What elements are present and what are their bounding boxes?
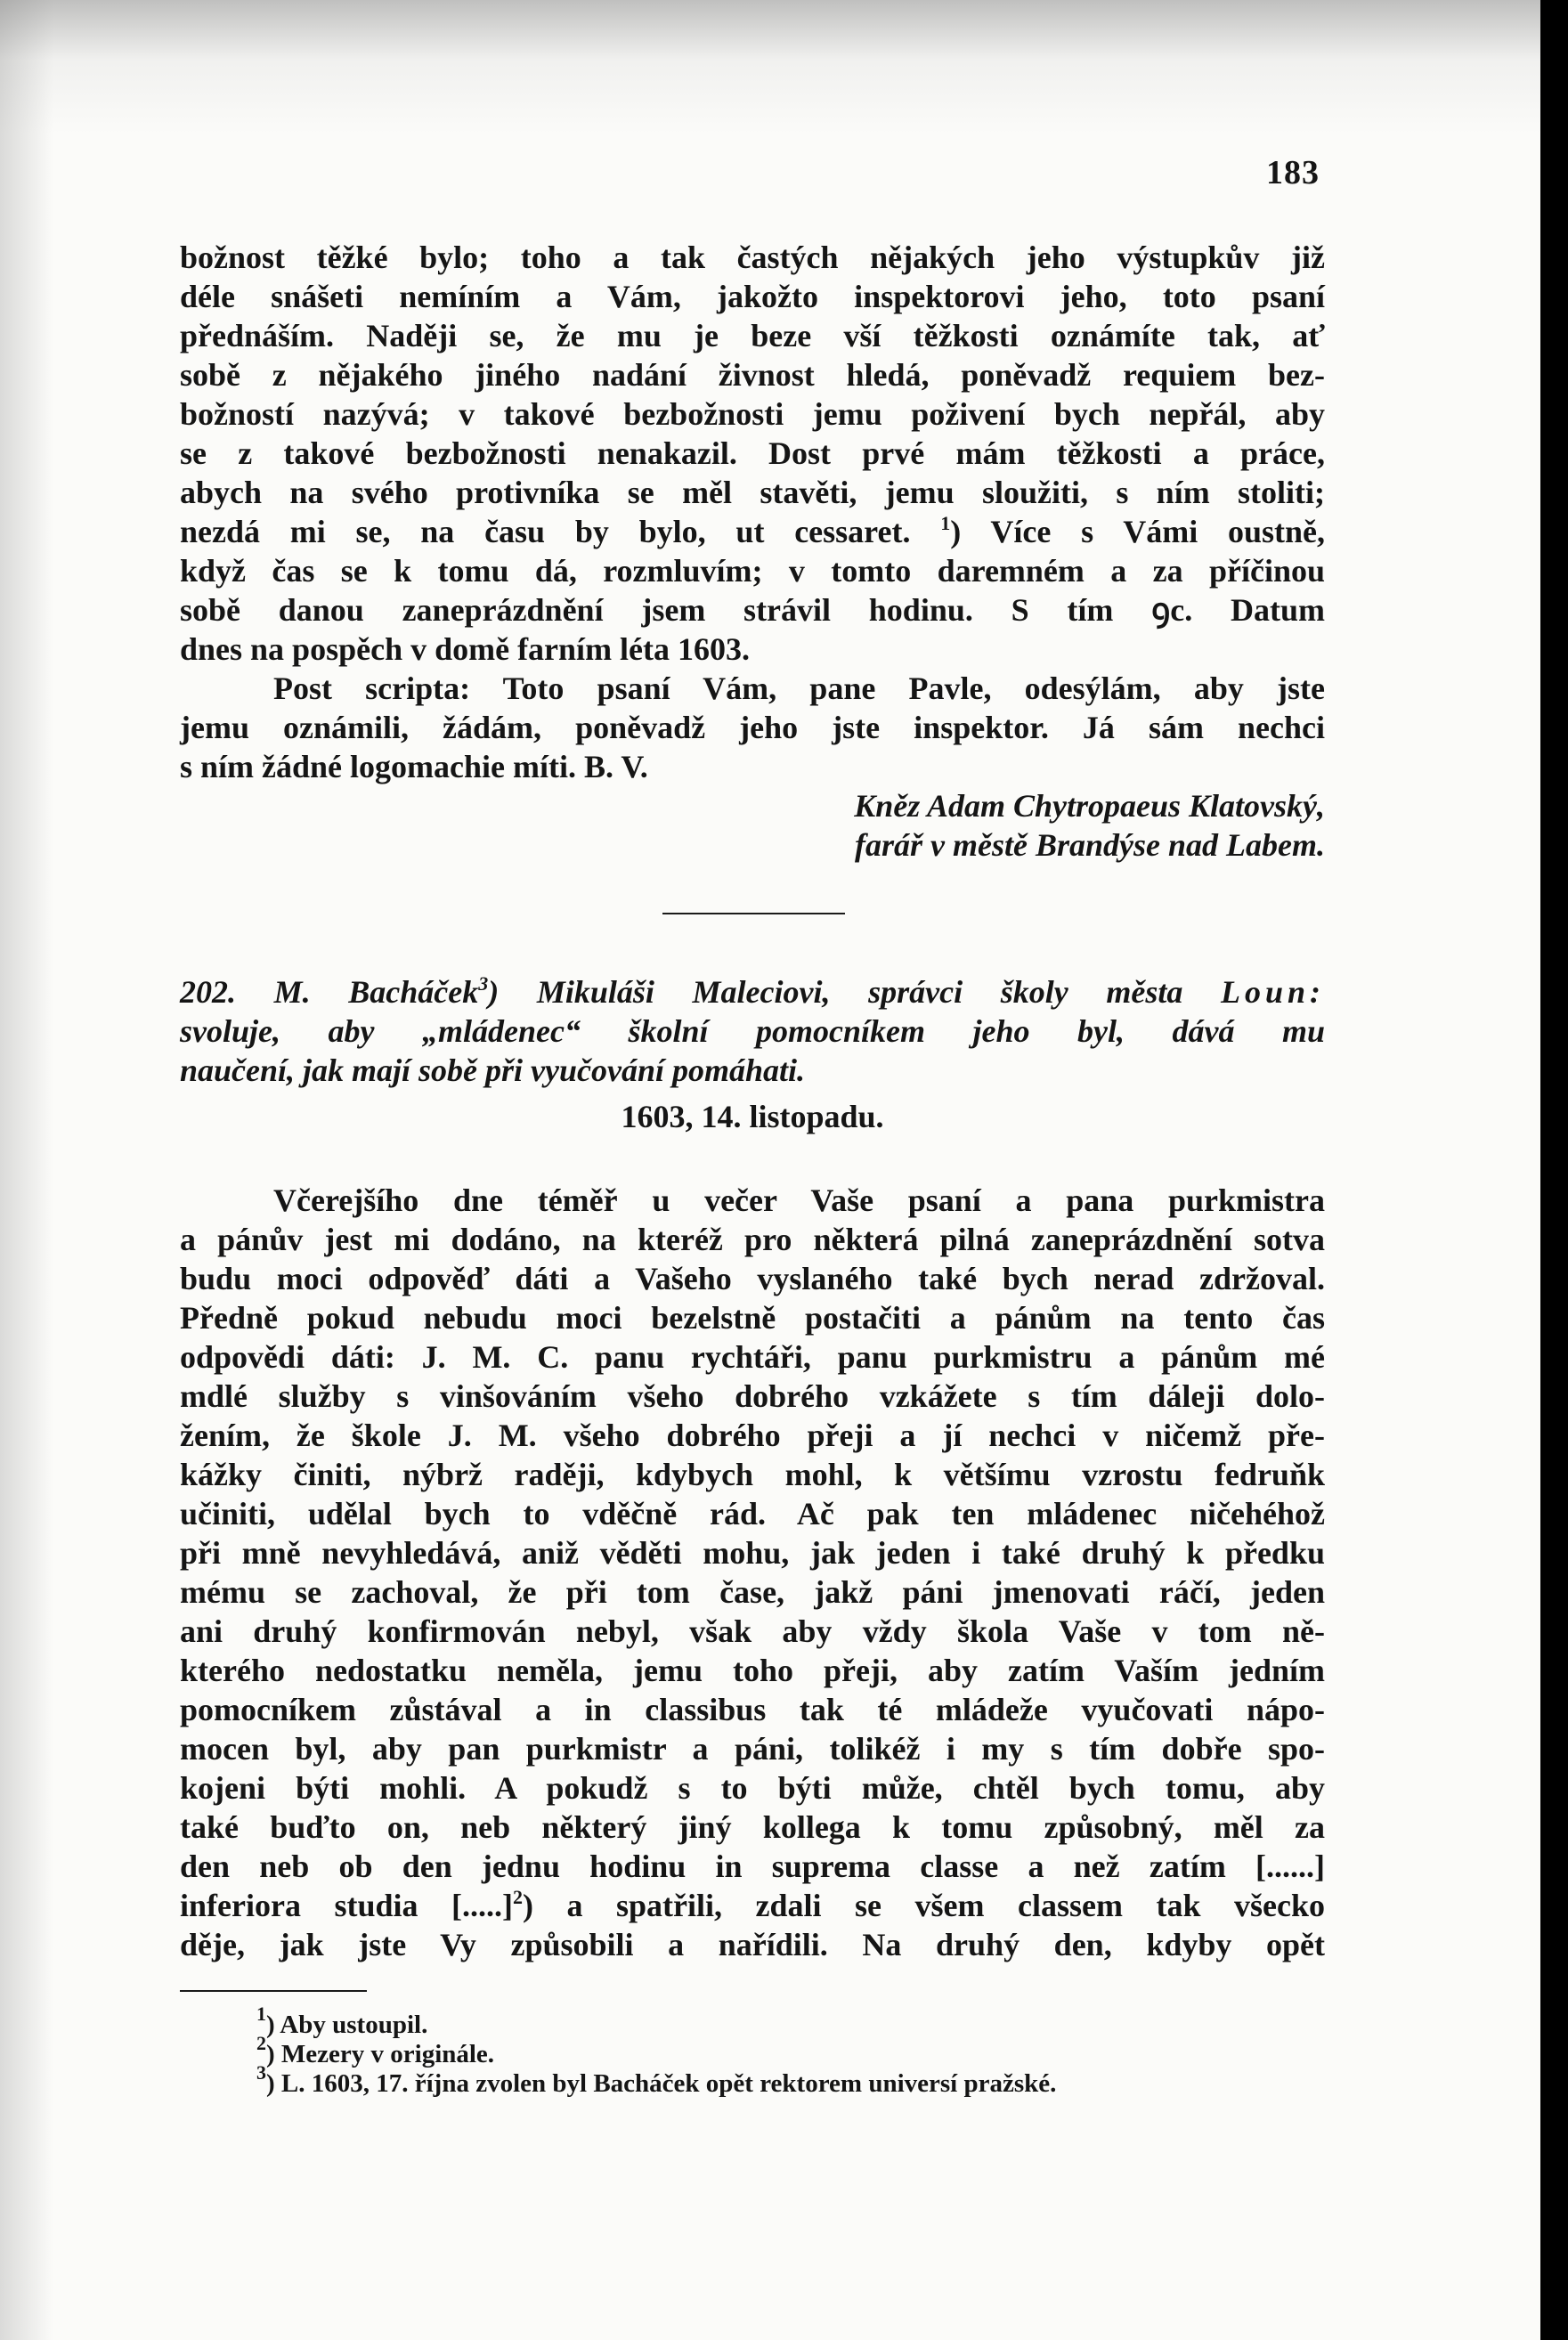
text-line: se z takové bezbožnosti nenakazil. Dost prvé mám těžkosti a práce, [180, 435, 1325, 471]
footnote-mark: 2 [256, 2032, 266, 2054]
text-line: kážky činiti, nýbrž raději, kdybych mohl, k většímu vzrostu fedruňk [180, 1457, 1325, 1492]
text-line: Předně pokud nebudu moci bezelstně postačiti a pánům na tento čas [180, 1300, 1325, 1336]
letter-date-block [180, 1097, 1325, 1136]
footnote-item [256, 2003, 1325, 2040]
text-line: déle snášeti nemíním a Vám, jakožto inspektorovi jeho, toto psaní [180, 279, 1325, 314]
text-segment: ) a spatřili, zdali se všem classem tak všecko [523, 1888, 1326, 1923]
letter-202-heading [180, 972, 1325, 1090]
footnotes [256, 2003, 1325, 2099]
heading-line: naučení, jak mají sobě při vyučování pomáhati. [180, 1052, 806, 1088]
letter-date: 1603, 14. listopadu. [621, 1099, 884, 1134]
postscript-line: s ním žádné logomachie míti. B. V. [180, 749, 648, 784]
postscript-line: Post scripta: Toto psaní Vám, pane Pavle, odesýlám, aby jste [273, 670, 1325, 706]
footnote-ref: 2 [513, 1886, 523, 1908]
footnote-divider [180, 1990, 367, 1992]
text-line: kterého nedostatku neměla, jemu toho přeji, aby zatím Vaším jedním [180, 1653, 1325, 1688]
footnote-ref: 3 [478, 972, 489, 995]
text-line: sobě danou zaneprázdnění jsem strávil hodinu. S tím ꝯc. Datum [180, 592, 1325, 628]
text-line: ani druhý konfirmován nebyl, však aby vždy škola Vaše v tom ně- [180, 1613, 1325, 1649]
text-line: přednáším. Naději se, že mu je beze vší těžkosti oznámíte tak, ať [180, 318, 1325, 353]
section-divider [662, 913, 845, 914]
text-line: děje, jak jste Vy způsobili a nařídili. Na druhý den, kdyby opět [180, 1927, 1325, 1962]
page-number: 183 [1266, 154, 1320, 191]
text-line: pomocníkem zůstával a in classibus tak té mládeže vyučovati nápo- [180, 1692, 1325, 1727]
text-line: Včerejšího dne téměř u večer Vaše psaní a pana purkmistra [273, 1182, 1325, 1218]
text-line: když čas se k tomu dá, rozmluvím; v tomto daremném a za příčinou [180, 553, 1325, 589]
text-segment: Více s Vámi oustně, [990, 514, 1326, 549]
text-line: učiniti, udělal bych to vděčně rád. Ač pak ten mládenec ničehéhož [180, 1496, 1325, 1532]
text-line: také buďto on, neb některý jiný kollega k tomu způsobný, měl za [180, 1809, 1325, 1845]
heading-line [180, 972, 1325, 1012]
text-line: božností nazývá; v takové bezbožnosti jemu poživení bych nepřál, aby [180, 396, 1325, 432]
footnote-item [256, 2061, 1325, 2099]
footnote-ref: 1 [940, 512, 951, 534]
text-line: dnes na pospěch v domě farním léta 1603. [180, 631, 751, 667]
text-line: mocen byl, aby pan purkmistr a páni, tolikéž i my s tím dobře spo- [180, 1731, 1325, 1767]
footnote-text: ) Mezery v originále. [266, 2040, 495, 2068]
text-segment: ) [950, 514, 962, 549]
letter-number-author: 202. M. Bacháček [180, 974, 479, 1010]
heading-recipient: ) Mikuláši Maleciovi, správci školy města [488, 974, 1183, 1010]
scan-shadow-top [0, 0, 1540, 134]
scan-shadow-left [0, 0, 53, 2340]
text-line: při mně nevyhledává, aniž věděti mohu, jak jeden i také druhý k předku [180, 1535, 1325, 1571]
text-line-with-footnote [180, 1886, 1325, 1925]
signature-line: Kněz Adam Chytropaeus Klatovský, [854, 788, 1325, 824]
signature-line: farář v městě Brandýse nad Labem. [855, 827, 1325, 863]
text-line: budu moci odpověď dáti a Vašeho vyslaného také bych nerad zdržoval. [180, 1261, 1325, 1296]
footnote-text: ) Aby ustoupil. [266, 2011, 428, 2039]
scan-border [1540, 0, 1568, 2340]
postscript-line: jemu oznámili, žádám, poněvadž jeho jste inspektor. Já sám nechci [180, 710, 1325, 745]
text-line: den neb ob den jednu hodinu in suprema classe a než zatím [......] [180, 1848, 1325, 1884]
letter-202-body [180, 1181, 1325, 1964]
text-line: žením, že škole J. M. všeho dobrého přeji a jí nechci v ničemž pře- [180, 1418, 1325, 1453]
heading-line: svoluje, aby „mládenec“ školní pomocníkem jeho byl, dává mu [180, 1013, 1325, 1049]
text-line: abych na svého protivníka se měl stavěti, jemu sloužiti, s ním stoliti; [180, 475, 1325, 510]
text-line: mému se zachoval, že při tom čase, jakž páni jmenovati ráčí, jeden [180, 1574, 1325, 1610]
text-line-with-footnote [180, 512, 1325, 551]
text-segment: nezdá mi se, na času by bylo, ut cessaret. [180, 514, 911, 549]
text-segment: inferiora studia [.....] [180, 1888, 513, 1923]
heading-town: Loun: [1220, 974, 1326, 1010]
letter-201-body [180, 238, 1325, 865]
text-line: odpovědi dáti: J. M. C. panu rychtáři, panu purkmistru a pánům mé [180, 1339, 1325, 1375]
text-line: kojeni býti mohli. A pokudž s to býti může, chtěl bych tomu, aby [180, 1770, 1325, 1806]
text-line: mdlé služby s vinšováním všeho dobrého vzkážete s tím dáleji dolo- [180, 1378, 1325, 1414]
footnote-mark: 3 [256, 2061, 266, 2084]
text-line: božnost těžké bylo; toho a tak častých nějakých jeho výstupkův již [180, 240, 1325, 275]
footnote-item [256, 2032, 1325, 2069]
text-line: a pánův jest mi dodáno, na kteréž pro některá pilná zaneprázdnění sotva [180, 1222, 1325, 1257]
footnote-mark: 1 [256, 2003, 266, 2025]
text-line: sobě z nějakého jiného nadání živnost hledá, poněvadž requiem bez- [180, 357, 1325, 393]
footnote-text: ) L. 1603, 17. října zvolen byl Bacháček opět rektorem universí pražské. [266, 2069, 1057, 2098]
